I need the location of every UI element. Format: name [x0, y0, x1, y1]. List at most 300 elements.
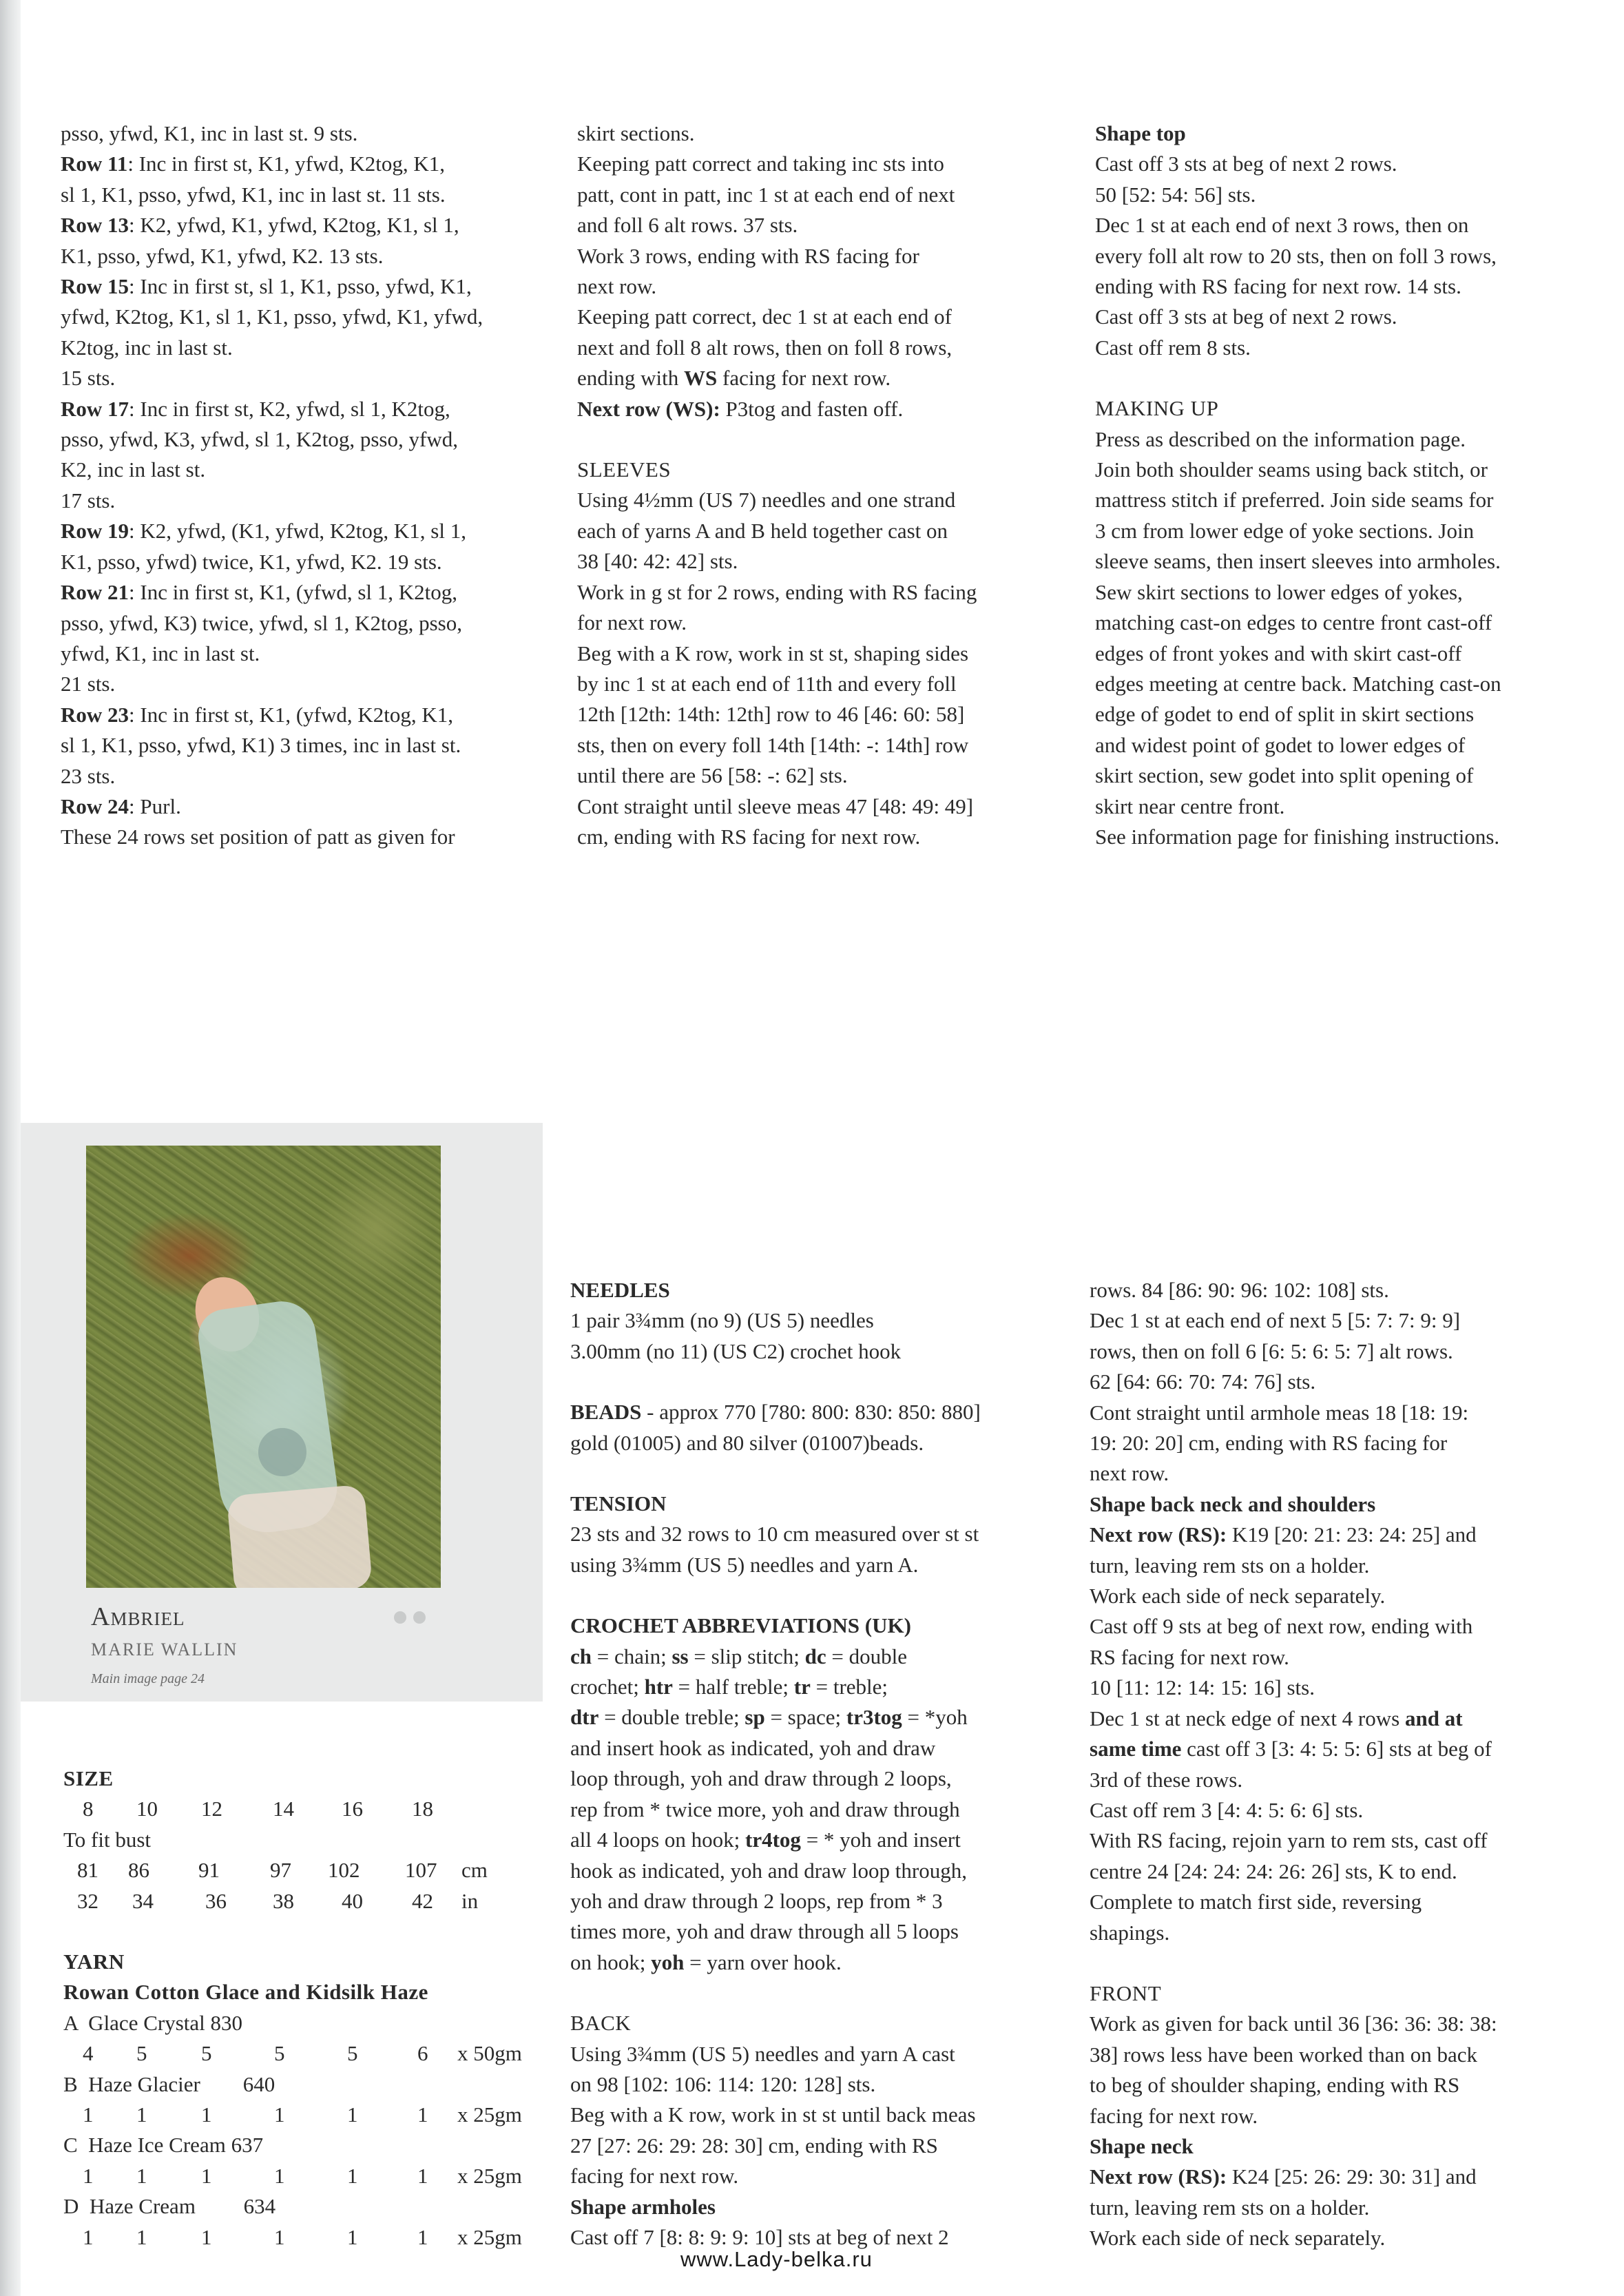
text-line [577, 210, 977, 240]
text-line [570, 1856, 981, 1886]
text-run: 19: 20: 20] cm, ending with RS facing for [1090, 1431, 1448, 1456]
bold-term: ss [672, 1644, 689, 1668]
text-line [1095, 761, 1501, 791]
text-run: K24 [25: 26: 29: 30: 31] and [1227, 2164, 1477, 2189]
text-run: Work as given for back until 36 [36: 36: 38: 38: [1090, 2011, 1497, 2036]
text-run: : Inc in first st, K1, (yfwd, sl 1, K2tog, [129, 580, 458, 605]
text-run: : Purl. [129, 794, 181, 818]
text-line [1090, 1857, 1497, 1887]
text-line [61, 486, 483, 516]
text-run: Cast off 7 [8: 8: 9: 9: 10] sts at beg of next 2 [570, 2224, 949, 2249]
bold-term: Row 11 [61, 152, 128, 176]
text-line [1090, 1918, 1497, 1948]
text-line [570, 2131, 981, 2161]
grid-value: 34 [132, 1888, 154, 1913]
text-run: K1, psso, yfwd, K1, yfwd, K2. 13 sts. [61, 243, 384, 268]
card-dot-2 [413, 1611, 426, 1624]
text-line [1095, 516, 1501, 546]
pattern-column-5 [1090, 1275, 1497, 2254]
text-line [1095, 333, 1501, 363]
text-line [1095, 210, 1501, 240]
text-line [577, 669, 977, 699]
text-run: Keeping patt correct and taking inc sts into [577, 152, 944, 176]
model-photo [86, 1146, 441, 1588]
text-run: to beg of shoulder shaping, ending with RS [1090, 2073, 1460, 2098]
bold-term: and at [1404, 1706, 1463, 1730]
text-line [570, 1886, 981, 1916]
yarn-quantity-row [63, 2100, 522, 2130]
text-run: 27 [27: 26: 29: 28: 30] cm, ending with RS [570, 2133, 938, 2158]
text-run: and insert hook as indicated, yoh and draw [570, 1735, 936, 1760]
bold-term: Next row (RS): [1090, 1522, 1227, 1547]
fit-label: To fit bust [63, 1827, 151, 1852]
text-line [570, 1672, 981, 1702]
pattern-column-2 [577, 118, 977, 852]
text-run: every foll alt row to 20 sts, then on foll 3 rows, [1095, 243, 1497, 268]
text-run: : Inc in first st, K1, yfwd, K2tog, K1, [127, 152, 445, 176]
text-line [1095, 485, 1501, 515]
bold-term: tr [793, 1675, 811, 1699]
text-line [570, 1947, 981, 1978]
text-run: skirt sections. [577, 121, 695, 145]
text-line [570, 1916, 981, 1947]
text-run: Dec 1 st at each end of next 5 [5: 7: 7: 9: 9] [1090, 1308, 1461, 1333]
text-run: See information page for finishing instructions. [1095, 824, 1500, 849]
text-line [1090, 1826, 1497, 1856]
text-run: 62 [64: 66: 70: 74: 76] sts. [1090, 1369, 1316, 1394]
text-line [61, 822, 483, 852]
bold-term: Row 23 [61, 702, 129, 727]
text-line [577, 546, 977, 577]
yarn-quantity: 1 [136, 2224, 147, 2249]
text-line [577, 516, 977, 546]
text-line [61, 271, 483, 302]
text-line [1090, 1978, 1497, 2009]
text-line [61, 730, 483, 761]
text-line [570, 1550, 981, 1580]
text-run: Join both shoulder seams using back stitch, or [1095, 457, 1488, 482]
grid-value: 42 [412, 1888, 433, 1913]
grid-value: 40 [342, 1888, 363, 1913]
text-line [61, 577, 483, 608]
text-line [61, 424, 483, 455]
text-run: = slip stitch; [688, 1644, 805, 1668]
site-watermark: www.Lady-belka.ru [680, 2247, 873, 2271]
text-line [61, 455, 483, 485]
text-run: gold (01005) and 80 silver (01007)beads. [570, 1430, 924, 1455]
main-image-note: Main image page 24 [91, 1671, 205, 1686]
text-line [570, 1795, 981, 1825]
grid-value: 32 [77, 1888, 98, 1913]
yarn-quantity: 1 [201, 2102, 212, 2127]
text-run: = half treble; [672, 1675, 794, 1699]
text-line [570, 1305, 981, 1336]
text-line [61, 333, 483, 363]
text-run: loop through, yoh and draw through 2 loops, [570, 1766, 952, 1791]
yarn-unit: x 25gm [457, 2163, 522, 2188]
yarn-quantity: 5 [274, 2041, 285, 2066]
text-line [577, 180, 977, 210]
text-run: patt, cont in patt, inc 1 st at each end of next [577, 182, 955, 207]
text-line [1095, 118, 1501, 149]
text-line [61, 608, 483, 639]
text-line [1095, 792, 1501, 822]
text-line [1095, 455, 1501, 485]
text-run: Cast off 9 sts at beg of next row, ending with [1090, 1614, 1473, 1639]
text-run: RS facing for next row. [1090, 1644, 1289, 1669]
text-line [577, 333, 977, 363]
text-run: : Inc in first st, K1, (yfwd, K2tog, K1, [129, 702, 454, 727]
yarn-quantity: 1 [417, 2163, 428, 2188]
text-run: rep from * twice more, yoh and draw through [570, 1797, 960, 1821]
yarn-quantity-row [63, 2222, 522, 2253]
text-line [570, 1336, 981, 1367]
text-run: K2, inc in last st. [61, 457, 206, 482]
yarn-unit: x 25gm [457, 2224, 522, 2249]
yarn-quantity: 1 [347, 2102, 358, 2127]
grid-value: 16 [342, 1797, 363, 1821]
text-run: until there are 56 [58: -: 62] sts. [577, 763, 848, 788]
text-line [1095, 424, 1501, 455]
design-title: Ambriel [91, 1602, 185, 1631]
text-line [1095, 302, 1501, 332]
text-line [577, 149, 977, 179]
text-line [570, 1428, 981, 1458]
bold-term: tr4tog [745, 1828, 801, 1852]
text-line [1090, 1428, 1497, 1458]
text-run: 10 [11: 12: 14: 15: 16] sts. [1090, 1675, 1315, 1700]
text-run: Dec 1 st at neck edge of next 4 rows [1090, 1706, 1405, 1730]
text-run: = yarn over hook. [684, 1949, 842, 1974]
text-run: rows, then on foll 6 [6: 5: 6: 5: 7] alt rows. [1090, 1338, 1453, 1363]
text-run: matching cast-on edges to centre front cast-off [1095, 610, 1492, 635]
bold-term: yoh [651, 1949, 685, 1974]
text-line [1095, 271, 1501, 302]
text-line [577, 761, 977, 791]
text-run: next and foll 8 alt rows, then on foll 8 rows, [577, 335, 952, 360]
yarn-quantity-row [63, 2038, 522, 2069]
yarn-quantity: 1 [201, 2224, 212, 2249]
card-dot-1 [394, 1611, 406, 1624]
text-run: = *yoh [902, 1705, 968, 1730]
text-line [1090, 2070, 1497, 2100]
grid-value: 18 [412, 1797, 433, 1821]
bold-term: ch [570, 1644, 592, 1668]
text-run: Work each side of neck separately. [1090, 2226, 1386, 2251]
bold-term: Row 21 [61, 580, 129, 605]
pattern-column-4 [570, 1275, 981, 2253]
text-line [1090, 1642, 1497, 1673]
bold-term: Row 13 [61, 213, 129, 238]
text-line [577, 639, 977, 669]
text-run: skirt near centre front. [1095, 794, 1285, 818]
bold-term: BEADS [570, 1400, 642, 1425]
bold-term: CROCHET ABBREVIATIONS (UK) [570, 1613, 911, 1638]
text-run: sl 1, K1, psso, yfwd, K1, inc in last st. 11 sts. [61, 182, 446, 207]
text-run: Cont straight until armhole meas 18 [18: 19: [1090, 1400, 1469, 1425]
pattern-column-1 [61, 118, 483, 853]
text-line [61, 792, 483, 822]
text-run: sts, then on every foll 14th [14th: -: 14th] row [577, 732, 969, 757]
text-line [1090, 1673, 1497, 1703]
text-run: cast off 3 [3: 4: 5: 5: 6] sts at beg of [1181, 1737, 1492, 1761]
yarn-quantity: 1 [83, 2163, 94, 2188]
text-line [1095, 241, 1501, 271]
text-run: Work 3 rows, ending with RS facing for [577, 243, 919, 268]
text-run: = space; [764, 1705, 846, 1730]
text-run: all 4 loops on hook; [570, 1828, 746, 1852]
yarn-quantity: 1 [347, 2163, 358, 2188]
text-line [1090, 1581, 1497, 1611]
text-run: 38 [40: 42: 42] sts. [577, 549, 738, 574]
text-run: sleeve seams, then insert sleeves into armholes. [1095, 549, 1501, 574]
text-line [1090, 1734, 1497, 1764]
text-line [61, 180, 483, 210]
text-run: facing for next row. [717, 366, 891, 391]
bold-term: WS [684, 366, 718, 391]
text-run: sl 1, K1, psso, yfwd, K1) 3 times, inc in last st. [61, 733, 461, 758]
text-line [61, 118, 483, 149]
text-line [1095, 546, 1501, 577]
text-run: psso, yfwd, K3, yfwd, sl 1, K2tog, psso, yfwd, [61, 427, 458, 452]
text-line [1095, 730, 1501, 761]
bold-term: Shape neck [1090, 2133, 1194, 2158]
text-line [577, 302, 977, 332]
text-line [1095, 608, 1501, 638]
bold-term: same time [1090, 1737, 1182, 1761]
text-run: facing for next row. [1090, 2103, 1258, 2128]
text-run: 23 sts and 32 rows to 10 cm measured over st st [570, 1522, 979, 1547]
text-run: on hook; [570, 1949, 652, 1974]
text-run: = * yoh and insert [800, 1828, 961, 1852]
bold-term: dc [804, 1644, 826, 1668]
text-run: psso, yfwd, K3) twice, yfwd, sl 1, K2tog, psso, [61, 610, 462, 635]
text-run: These 24 rows set position of patt as given for [61, 825, 455, 849]
text-run: Work in g st for 2 rows, ending with RS facing [577, 579, 977, 604]
section-heading: FRONT [1090, 1980, 1162, 2005]
text-line [1090, 1275, 1497, 1305]
bold-term: TENSION [570, 1491, 667, 1516]
grid-value: 10 [136, 1797, 158, 1821]
bold-term: Next row (WS): [577, 396, 720, 421]
text-run: 50 [52: 54: 56] sts. [1095, 182, 1256, 207]
text-run: on 98 [102: 106: 114: 120: 128] sts. [570, 2071, 876, 2096]
text-line [570, 1764, 981, 1794]
text-line [1095, 669, 1501, 699]
text-line [577, 792, 977, 822]
text-run: turn, leaving rem sts on a holder. [1090, 1553, 1370, 1578]
text-run: ending with RS facing for next row. 14 sts. [1095, 274, 1461, 299]
text-run: Cast off 3 sts at beg of next 2 rows. [1095, 152, 1397, 176]
text-line [577, 730, 977, 761]
yarn-quantity: 1 [83, 2224, 94, 2249]
text-line [577, 118, 977, 149]
text-line [61, 516, 483, 546]
grid-value: 107 [405, 1858, 437, 1883]
text-line [1090, 1795, 1497, 1826]
bold-term: htr [644, 1675, 673, 1699]
text-line [570, 2192, 981, 2222]
text-run: 3rd of these rows. [1090, 1767, 1243, 1792]
text-line [61, 394, 483, 424]
bust-cm-row [63, 1855, 488, 1885]
text-run: each of yarns A and B held together cast on [577, 518, 948, 543]
text-run: - approx 770 [780: 800: 830: 850: 880] [641, 1400, 981, 1425]
text-run: Work each side of neck separately. [1090, 1584, 1386, 1609]
grid-value: 81 [77, 1858, 98, 1883]
pattern-column-3 [1095, 118, 1501, 852]
text-run: yoh and draw through 2 loops, rep from * 3 [570, 1888, 943, 1913]
text-run: 17 sts. [61, 488, 116, 513]
text-run: rows. 84 [86: 90: 96: 102: 108] sts. [1090, 1278, 1389, 1302]
text-line [570, 2039, 981, 2069]
text-run: = chain; [592, 1644, 672, 1668]
text-run: facing for next row. [570, 2164, 739, 2189]
text-line [61, 669, 483, 699]
text-line [1090, 2223, 1497, 2253]
yarn-label: B Haze Glacier 640 [63, 2071, 275, 2096]
grid-value: 36 [205, 1888, 227, 1913]
text-run: Keeping patt correct, dec 1 st at each end of [577, 304, 952, 329]
text-line [61, 363, 483, 393]
text-line [61, 761, 483, 792]
text-line [570, 1733, 981, 1764]
text-run: Cast off rem 3 [4: 4: 5: 6: 6] sts. [1090, 1797, 1364, 1822]
bold-term: Next row (RS): [1090, 2164, 1227, 2189]
text-line [570, 1275, 981, 1305]
grid-value: 91 [198, 1858, 220, 1883]
text-line [577, 363, 977, 393]
text-line [570, 1642, 981, 1672]
text-run: : Inc in first st, K2, yfwd, sl 1, K2tog, [129, 396, 450, 421]
text-line [577, 394, 977, 424]
text-run: next row. [1090, 1461, 1169, 1486]
text-run: and widest point of godet to lower edges of [1095, 732, 1466, 757]
yarn-quantity: 1 [274, 2224, 285, 2249]
yarn-quantity: 1 [201, 2163, 212, 2188]
text-run: 3.00mm (no 11) (US C2) crochet hook [570, 1338, 902, 1363]
text-run: Beg with a K row, work in st st until back meas [570, 2102, 976, 2127]
grid-value: 12 [201, 1797, 222, 1821]
yarn-quantity-row [63, 2161, 522, 2191]
text-line [1095, 577, 1501, 608]
bold-term: tr3tog [846, 1705, 902, 1730]
text-run: edges meeting at centre back. Matching cast-on [1095, 671, 1501, 696]
text-line [61, 241, 483, 271]
text-line [1090, 1305, 1497, 1336]
text-run: Press as described on the information page. [1095, 426, 1466, 451]
text-run: psso, yfwd, K1, inc in last st. 9 sts. [61, 121, 358, 145]
text-run: Sew skirt sections to lower edges of yokes, [1095, 579, 1463, 604]
text-line [1090, 1520, 1497, 1550]
yarn-quantity: 1 [274, 2102, 285, 2127]
text-line [577, 455, 977, 485]
grid-value: 38 [273, 1888, 294, 1913]
photo-motif [258, 1428, 306, 1476]
text-run: = double treble; [598, 1705, 745, 1730]
text-line [570, 1611, 981, 1641]
section-heading: SLEEVES [577, 457, 672, 482]
text-line [570, 2069, 981, 2100]
yarn-quantity: 1 [136, 2163, 147, 2188]
yarn-label: A Glace Crystal 830 [63, 2010, 243, 2035]
yarn-label: D Haze Cream 634 [63, 2194, 276, 2219]
bold-term: NEEDLES [570, 1278, 670, 1302]
text-line [577, 485, 977, 515]
text-run: yfwd, K1, inc in last st. [61, 641, 260, 665]
size-yarn-column [63, 1764, 522, 2253]
text-line [577, 241, 977, 271]
text-run: 1 pair 3¾mm (no 9) (US 5) needles [570, 1308, 874, 1333]
text-run: times more, yoh and draw through all 5 loops [570, 1919, 959, 1944]
text-line [1095, 639, 1501, 669]
text-run: Cast off rem 8 sts. [1095, 335, 1251, 360]
text-run: edges of front yokes and with skirt cast-off [1095, 641, 1462, 665]
text-run: shapings. [1090, 1920, 1170, 1945]
text-line [1090, 2162, 1497, 2192]
bold-term: Row 24 [61, 794, 129, 818]
text-line [570, 1702, 981, 1733]
text-line [1095, 822, 1501, 852]
text-run: : K2, yfwd, K1, yfwd, K2tog, K1, sl 1, [129, 213, 459, 238]
text-run: centre 24 [24: 24: 24: 26: 26] sts, K to end. [1090, 1859, 1457, 1883]
text-run: turn, leaving rem sts on a holder. [1090, 2195, 1370, 2220]
text-line [1090, 1367, 1497, 1397]
text-line [1090, 1765, 1497, 1795]
bold-term: dtr [570, 1705, 599, 1730]
yarn-quantity: 5 [347, 2041, 358, 2066]
text-line [1090, 1704, 1497, 1734]
text-line [61, 639, 483, 669]
text-run: K19 [20: 21: 23: 24: 25] and [1227, 1522, 1477, 1547]
text-line [1095, 699, 1501, 730]
text-line [61, 302, 483, 332]
yarn-quantity: 1 [417, 2224, 428, 2249]
text-run: With RS facing, rejoin yarn to rem sts, cast off [1090, 1828, 1488, 1853]
text-run: and foll 6 alt rows. 37 sts. [577, 213, 798, 238]
text-run: 38] rows less have been worked than on back [1090, 2042, 1477, 2067]
yarn-unit: x 25gm [457, 2102, 522, 2127]
section-heading: MAKING UP [1095, 396, 1219, 421]
text-line [1090, 1887, 1497, 1917]
text-line [1090, 2101, 1497, 2131]
yarn-list [63, 2008, 522, 2253]
text-run: yfwd, K2tog, K1, sl 1, K1, psso, yfwd, K1, yfwd, [61, 304, 483, 329]
grid-value: 86 [128, 1858, 149, 1883]
text-line [570, 1397, 981, 1427]
text-line [577, 577, 977, 608]
text-line [1090, 1611, 1497, 1642]
section-heading: BACK [570, 2011, 632, 2036]
bold-term: sp [745, 1705, 765, 1730]
text-run: Dec 1 st at each end of next 3 rows, then on [1095, 213, 1469, 238]
text-line [1090, 1489, 1497, 1520]
yarn-quantity: 4 [83, 2041, 94, 2066]
yarn-quantity: 1 [274, 2163, 285, 2188]
bold-term: Row 17 [61, 396, 129, 421]
size-heading: SIZE [63, 1766, 114, 1790]
text-run: next row. [577, 274, 657, 299]
text-line [570, 1519, 981, 1549]
text-run: 15 sts. [61, 366, 116, 391]
text-line [577, 271, 977, 302]
text-run: 23 sts. [61, 763, 116, 788]
text-line [1090, 1551, 1497, 1581]
text-run: mattress stitch if preferred. Join side seams for [1095, 488, 1494, 513]
text-line [570, 2100, 981, 2130]
text-line [570, 1489, 981, 1519]
text-line [1095, 393, 1501, 424]
